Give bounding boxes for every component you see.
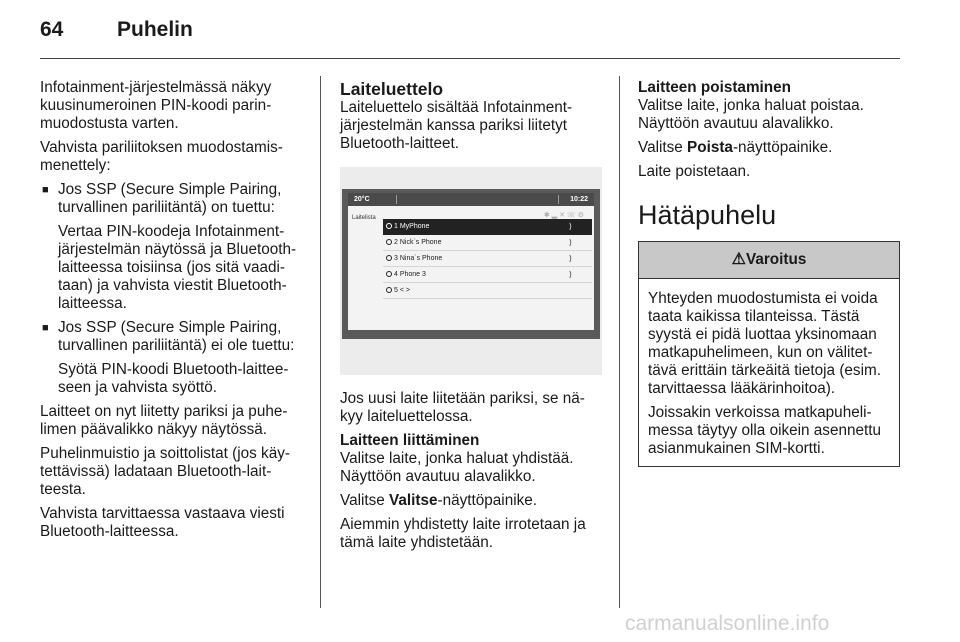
device-list bbox=[383, 219, 592, 299]
warning-title-bar bbox=[639, 242, 899, 279]
paragraph-connect-select: Valitse laite, jonka haluat yhdistää. Näyttöön avautuu alavalikko. bbox=[340, 450, 574, 485]
screen-title: Laitelista bbox=[352, 215, 376, 221]
paragraph-remove-select: Valitse laite, jonka haluat poistaa. Näyttöön avautuu alavalikko. bbox=[638, 97, 864, 132]
status-separator bbox=[396, 195, 397, 204]
column-divider-1 bbox=[320, 76, 321, 608]
paragraph-new-device: Jos uusi laite liitetään pariksi, se näkyy laiteluettelossa. bbox=[340, 390, 585, 425]
paragraph-connect-button bbox=[340, 492, 602, 510]
button-name-poista: Poista bbox=[687, 139, 733, 156]
screen-status-bar bbox=[348, 193, 594, 206]
text-fragment: Valitse bbox=[638, 139, 688, 156]
signal-icon: ▂ bbox=[551, 212, 560, 219]
watermark: carmanualsonline.info bbox=[625, 612, 830, 635]
screen-temperature: 20°C bbox=[354, 196, 370, 203]
bullet-marker: ■ bbox=[42, 322, 49, 334]
column-3 bbox=[638, 79, 902, 467]
paragraph-pin-intro: Infotainment-järjestelmässä näkyy kuusinumeroinen PIN-koodi parinmuodostusta varten. bbox=[40, 79, 272, 132]
device-row-1[interactable] bbox=[383, 219, 592, 235]
paragraph-paired: Laitteet on nyt liitetty pariksi ja puhelimen päävalikko näkyy näytössä. bbox=[40, 403, 288, 438]
bullet-subtext: Syötä PIN-koodi Bluetooth-laitteeseen ja vahvista syöttö. bbox=[58, 361, 289, 396]
bullet-ssp-supported bbox=[40, 181, 308, 313]
device-row-3[interactable] bbox=[383, 251, 592, 267]
radio-icon bbox=[386, 255, 392, 261]
device-row-5[interactable] bbox=[383, 283, 592, 299]
paragraph-device-list-intro: Laiteluettelo sisältää Infotainment-järjestelmän kanssa pariksi liitetyt Bluetooth-laitteet. bbox=[340, 99, 573, 152]
warning-paragraph-1: Yhteyden muodostumista ei voida taata kaikissa tilanteissa. Tästä syystä ei pidä luottaa yksinomaan matkapuhelimeen, kun on välitettävä erittäin tärkeäitä tietoja (esim. tarvittaessa lääkärinhoitoa). bbox=[648, 290, 881, 397]
warning-title: Varoitus bbox=[745, 251, 807, 268]
warning-paragraph-2: Joissakin verkoissa matkapuhelimessa täytyy olla oikein asennettu asianmukainen SIM-kortti. bbox=[648, 404, 881, 457]
radio-icon bbox=[386, 287, 392, 293]
paragraph-connect-result: Aiemmin yhdistetty laite irrotetaan ja tämä laite yhdistetään. bbox=[340, 516, 586, 551]
device-name: 5 < > bbox=[394, 287, 410, 294]
screen-display bbox=[348, 193, 594, 330]
chevron-right-icon: ⟩ bbox=[568, 238, 572, 247]
bullet-text: Jos SSP (Secure Simple Pairing, turvallinen pariliitäntä) ei ole tuettu: bbox=[58, 319, 295, 354]
paragraph-confirm-procedure: Vahvista pariliitoksen muodostamismenettely: bbox=[40, 139, 283, 174]
button-name-valitse: Valitse bbox=[389, 492, 438, 509]
bullet-ssp-not-supported bbox=[40, 319, 308, 397]
radio-icon bbox=[386, 223, 392, 229]
device-name: 2 Nick`s Phone bbox=[394, 239, 442, 246]
chevron-right-icon: ⟩ bbox=[568, 254, 572, 263]
text-fragment: -näyttöpainike. bbox=[437, 492, 538, 509]
radio-icon bbox=[386, 239, 392, 245]
page-title: Puhelin bbox=[117, 18, 193, 41]
subheading-connect-device: Laitteen liittäminen bbox=[340, 432, 480, 449]
bullet-subtext: Vertaa PIN-koodeja Infotainment-järjestelmän näytössä ja Bluetooth-laitteessa toisiinsa (jos sitä vaaditaan) ja vahvista viestit Bluetooth-laitteessa. bbox=[58, 223, 297, 312]
device-name: 4 Phone 3 bbox=[394, 271, 426, 278]
device-name: 3 Nina`s Phone bbox=[394, 255, 443, 262]
warning-body bbox=[639, 279, 899, 466]
column-2 bbox=[340, 79, 602, 558]
bluetooth-icon: ✱ bbox=[543, 212, 552, 219]
page-number: 64 bbox=[40, 18, 64, 41]
bullet-text: Jos SSP (Secure Simple Pairing, turvallinen pariliitäntä) on tuettu: bbox=[58, 181, 282, 216]
screen-bezel bbox=[342, 189, 600, 339]
warning-icon: ⚠ bbox=[731, 251, 746, 268]
chevron-right-icon: ⟩ bbox=[568, 222, 572, 231]
screen-clock: 10:22 bbox=[570, 196, 588, 203]
column-divider-2 bbox=[619, 76, 620, 608]
mute-icon: ✕ bbox=[559, 212, 567, 219]
phone-icon: ☏ bbox=[566, 212, 578, 219]
paragraph-remove-button bbox=[638, 139, 902, 157]
subheading-remove-device: Laitteen poistaminen bbox=[638, 79, 791, 96]
bullet-marker: ■ bbox=[42, 184, 49, 196]
header-rule bbox=[40, 58, 900, 59]
column-1 bbox=[40, 79, 308, 547]
section-heading-emergency-call: Hätäpuhelu bbox=[638, 200, 777, 230]
paragraph-confirm-message: Vahvista tarvittaessa vastaava viesti Bluetooth-laitteessa. bbox=[40, 505, 285, 540]
radio-icon bbox=[386, 271, 392, 277]
device-row-2[interactable] bbox=[383, 235, 592, 251]
paragraph-phonebook: Puhelinmuistio ja soittolistat (jos käytettävissä) ladataan Bluetooth-laitteesta. bbox=[40, 445, 290, 498]
settings-icon: ⚙ bbox=[577, 212, 586, 219]
device-name: 1 MyPhone bbox=[394, 223, 430, 230]
warning-box bbox=[638, 241, 900, 467]
chevron-right-icon: ⟩ bbox=[568, 270, 572, 279]
device-row-4[interactable] bbox=[383, 267, 592, 283]
text-fragment: Valitse bbox=[340, 492, 390, 509]
paragraph-remove-result: Laite poistetaan. bbox=[638, 163, 751, 180]
status-separator bbox=[558, 195, 559, 204]
text-fragment: -näyttöpainike. bbox=[732, 139, 833, 156]
device-list-screenshot bbox=[340, 167, 602, 375]
section-heading-device-list: Laiteluettelo bbox=[340, 79, 444, 99]
